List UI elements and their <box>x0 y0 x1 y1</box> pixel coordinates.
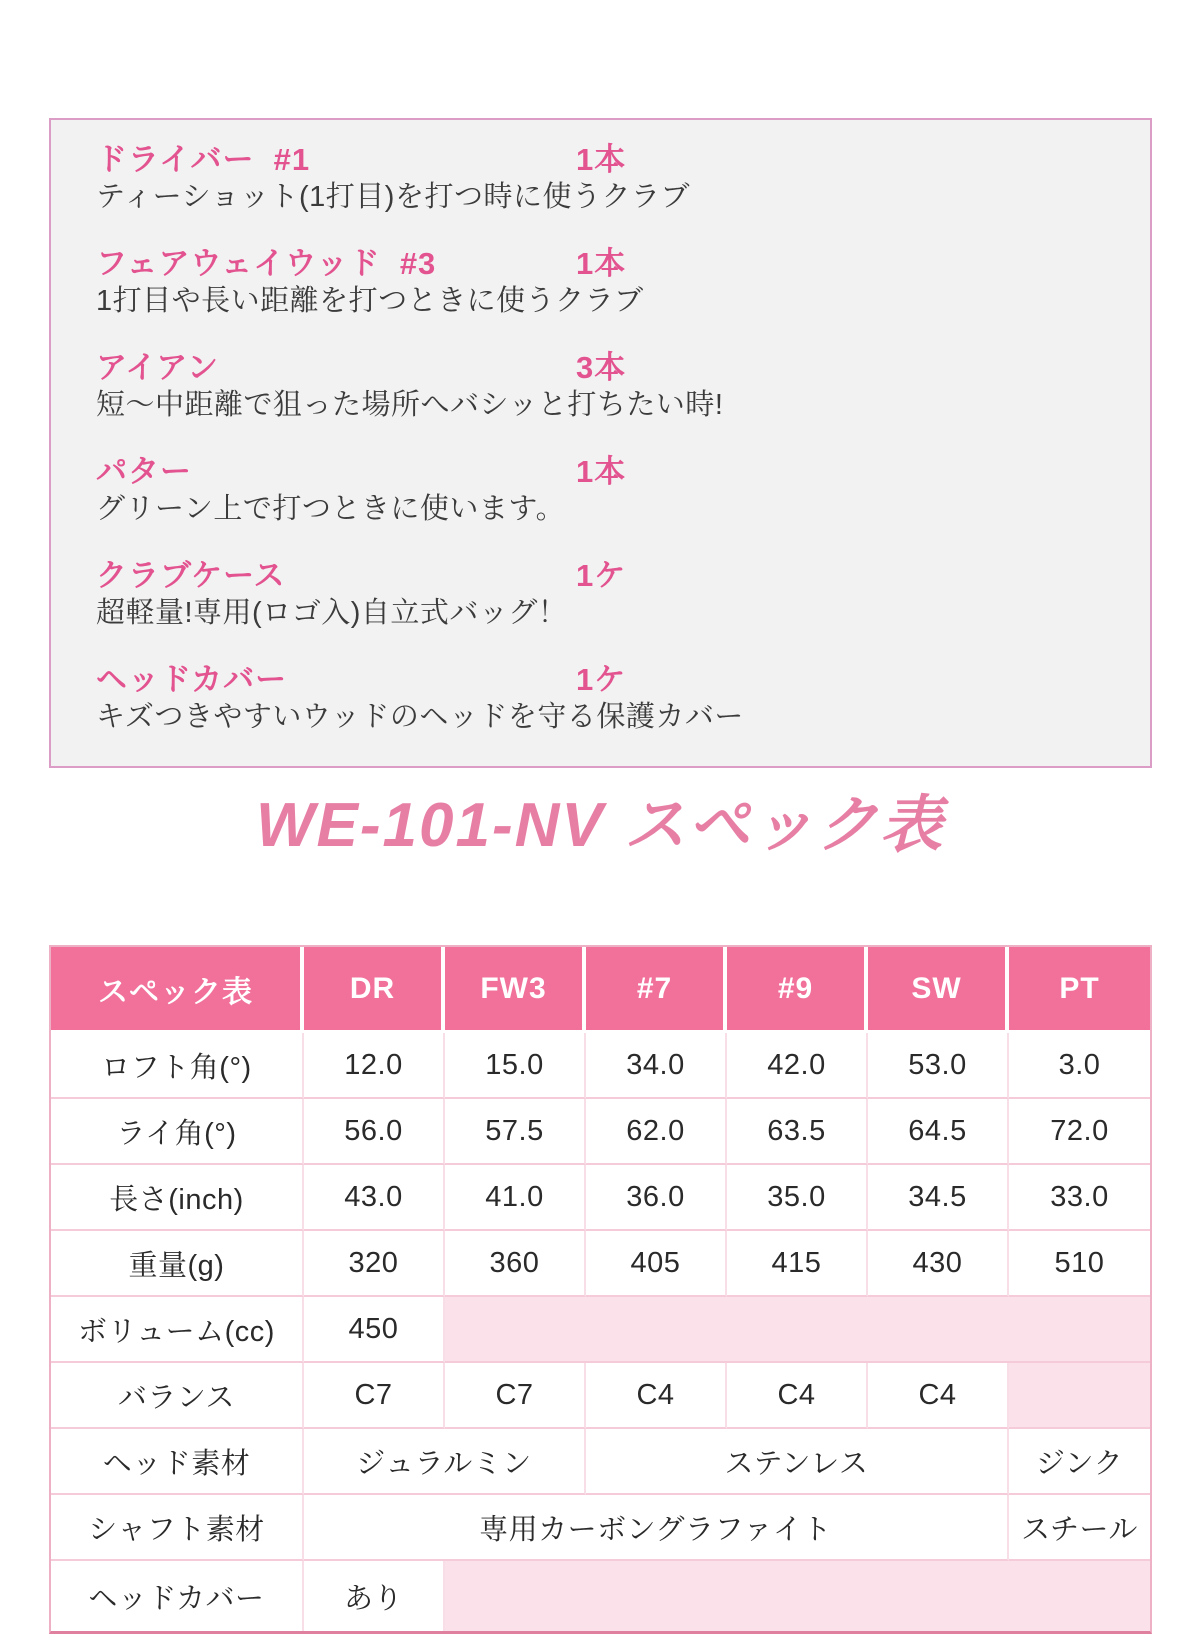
table-row-headcover <box>51 1561 1150 1631</box>
spec-table-title: WE-101-NV スペック表 <box>256 791 944 860</box>
table-row-volume <box>51 1297 1150 1363</box>
header-cell-7: #7 <box>586 947 727 1033</box>
value-cell: 63.5 <box>727 1099 868 1165</box>
value-cell: ステンレス <box>586 1429 1009 1495</box>
value-cell: C4 <box>868 1363 1009 1429</box>
value-cell: 430 <box>868 1231 1009 1297</box>
value-cell: 12.0 <box>304 1033 445 1099</box>
club-count: 1本 <box>576 142 627 177</box>
club-item-fairway-wood <box>96 245 1120 319</box>
row-label: ライ角(°) <box>51 1099 304 1165</box>
header-cell-9: #9 <box>727 947 868 1033</box>
empty-pink-cell <box>445 1297 1150 1363</box>
spec-table <box>49 945 1152 1634</box>
club-item-heading-row <box>96 661 1120 699</box>
value-cell: 専用カーボングラファイト <box>304 1495 1009 1561</box>
spec-table-header-row <box>51 947 1150 1033</box>
header-cell-pt: PT <box>1009 947 1150 1033</box>
club-item-head-cover <box>96 661 1120 735</box>
club-item-heading-row <box>96 141 1120 179</box>
club-item-driver <box>96 141 1120 215</box>
club-item-heading-row <box>96 245 1120 283</box>
value-cell: 34.5 <box>868 1165 1009 1231</box>
table-row-shaft-material <box>51 1495 1150 1561</box>
club-set-box <box>49 118 1152 768</box>
club-count: 1ケ <box>576 662 627 697</box>
value-cell: スチール <box>1009 1495 1150 1561</box>
value-cell: 415 <box>727 1231 868 1297</box>
table-row-length <box>51 1165 1150 1231</box>
header-cell-dr: DR <box>304 947 445 1033</box>
club-name: クラブケース <box>96 558 286 593</box>
value-cell: 53.0 <box>868 1033 1009 1099</box>
value-cell: ジンク <box>1009 1429 1150 1495</box>
club-item-heading-row <box>96 349 1120 387</box>
value-cell: 450 <box>304 1297 445 1363</box>
row-label: ヘッド素材 <box>51 1429 304 1495</box>
value-cell: 35.0 <box>727 1165 868 1231</box>
table-row-balance <box>51 1363 1150 1429</box>
value-cell: 62.0 <box>586 1099 727 1165</box>
row-label: 重量(g) <box>51 1231 304 1297</box>
empty-pink-cell <box>1009 1363 1150 1429</box>
table-row-head-material <box>51 1429 1150 1495</box>
club-count: 1ケ <box>576 558 627 593</box>
club-name: パター <box>96 454 192 489</box>
club-count: 1本 <box>576 246 627 281</box>
club-description: 超軽量!専用(ロゴ入)自立式バッグ！ <box>96 597 568 629</box>
club-description: 短～中距離で狙った場所へバシッと打ちたい時! <box>96 389 724 421</box>
value-cell: あり <box>304 1561 445 1631</box>
club-description: ティーショット(1打目)を打つ時に使うクラブ <box>96 181 690 213</box>
value-cell: 33.0 <box>1009 1165 1150 1231</box>
value-cell: 72.0 <box>1009 1099 1150 1165</box>
value-cell: 56.0 <box>304 1099 445 1165</box>
value-cell: 57.5 <box>445 1099 586 1165</box>
header-cell-sw: SW <box>868 947 1009 1033</box>
club-name: ドライバー #1 <box>96 142 311 177</box>
club-count: 1本 <box>576 454 627 489</box>
header-cell-fw3: FW3 <box>445 947 586 1033</box>
row-label: ヘッドカバー <box>51 1561 304 1631</box>
row-label: シャフト素材 <box>51 1495 304 1561</box>
value-cell: 34.0 <box>586 1033 727 1099</box>
value-cell: 64.5 <box>868 1099 1009 1165</box>
value-cell: C7 <box>304 1363 445 1429</box>
club-item-heading-row <box>96 453 1120 491</box>
table-row-weight <box>51 1231 1150 1297</box>
row-label: バランス <box>51 1363 304 1429</box>
value-cell: ジュラルミン <box>304 1429 586 1495</box>
club-description: キズつきやすいウッドのヘッドを守る保護カバー <box>96 701 744 733</box>
club-item-putter <box>96 453 1120 527</box>
row-label: ロフト角(°) <box>51 1033 304 1099</box>
table-row-lie <box>51 1099 1150 1165</box>
value-cell: 510 <box>1009 1231 1150 1297</box>
value-cell: C4 <box>586 1363 727 1429</box>
value-cell: 36.0 <box>586 1165 727 1231</box>
club-item-heading-row <box>96 557 1120 595</box>
value-cell: 42.0 <box>727 1033 868 1099</box>
value-cell: 3.0 <box>1009 1033 1150 1099</box>
club-item-club-case <box>96 557 1120 631</box>
value-cell: 41.0 <box>445 1165 586 1231</box>
header-cell-spec: スペック表 <box>51 947 304 1033</box>
club-description: グリーン上で打つときに使います。 <box>96 493 566 525</box>
value-cell: 43.0 <box>304 1165 445 1231</box>
club-description: 1打目や長い距離を打つときに使うクラブ <box>96 285 644 317</box>
value-cell: C7 <box>445 1363 586 1429</box>
value-cell: 405 <box>586 1231 727 1297</box>
club-count: 3本 <box>576 350 627 385</box>
row-label: ボリューム(cc) <box>51 1297 304 1363</box>
club-name: フェアウェイウッド #3 <box>96 246 437 281</box>
club-name: アイアン <box>96 350 220 385</box>
table-row-loft <box>51 1033 1150 1099</box>
value-cell: 15.0 <box>445 1033 586 1099</box>
empty-pink-cell <box>445 1561 1150 1631</box>
value-cell: 320 <box>304 1231 445 1297</box>
row-label: 長さ(inch) <box>51 1165 304 1231</box>
value-cell: 360 <box>445 1231 586 1297</box>
value-cell: C4 <box>727 1363 868 1429</box>
club-item-iron <box>96 349 1120 423</box>
club-name: ヘッドカバー <box>96 662 288 697</box>
